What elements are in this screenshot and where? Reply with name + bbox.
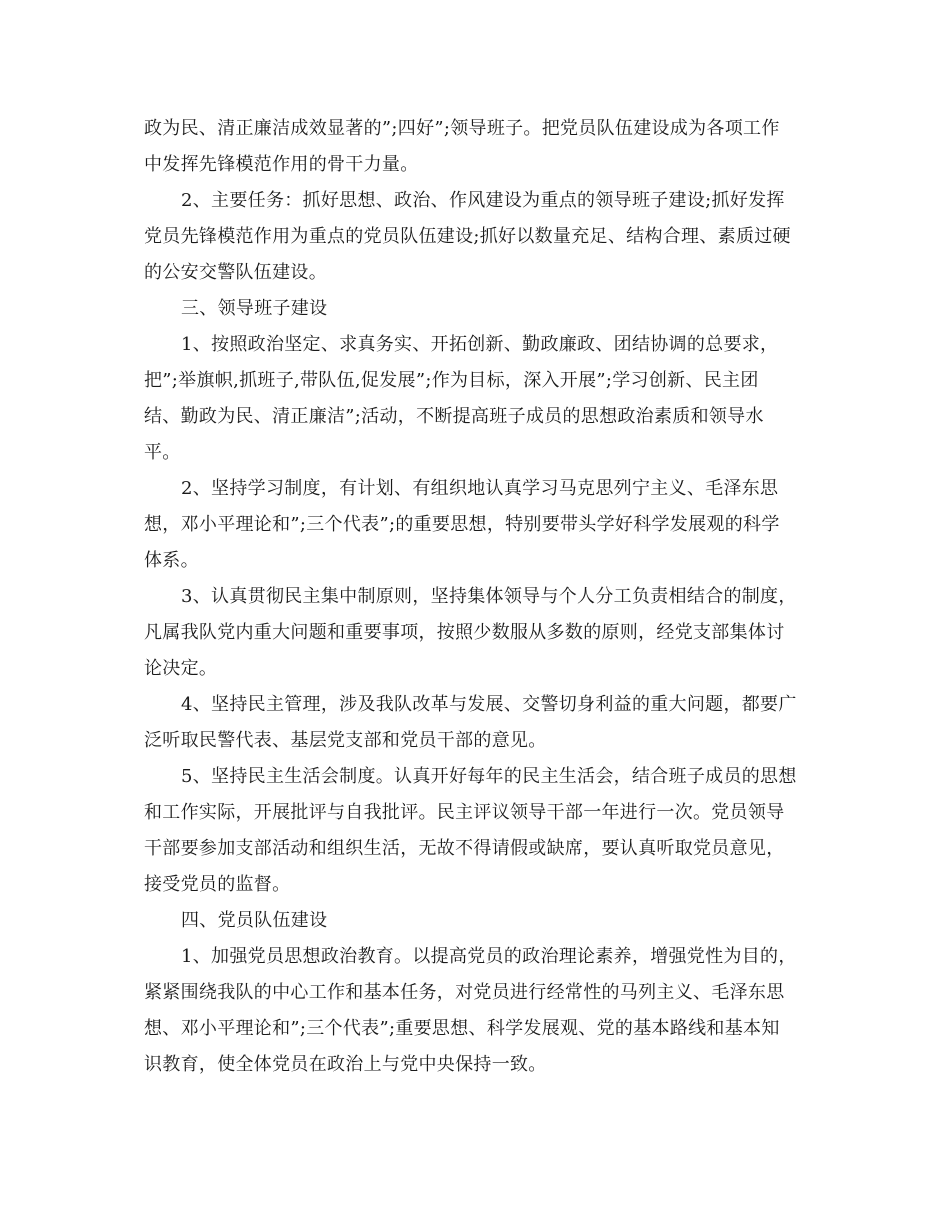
text-line: 5、坚持民主生活会制度。认真开好每年的民主生活会，结合班子成员的思想 — [181, 766, 797, 787]
text-line: 紧紧围绕我队的中心工作和基本任务，对党员进行经常性的马列主义、毛泽东思 — [144, 982, 785, 1003]
text-line: 平。 — [144, 442, 181, 463]
text-line: 接受党员的监督。 — [144, 874, 291, 895]
text-line: 2、坚持学习制度，有计划、有组织地认真学习马克思列宁主义、毛泽东思 — [181, 478, 779, 499]
text-line: 三、领导班子建设 — [181, 298, 328, 319]
text-line: 和工作实际，开展批评与自我批评。民主评议领导干部一年进行一次。党员领导 — [144, 802, 785, 823]
text-line: 1、按照政治坚定、求真务实、开拓创新、勤政廉政、团结协调的总要求， — [181, 334, 779, 355]
text-line: 论决定。 — [144, 658, 218, 679]
text-line: 的公安交警队伍建设。 — [144, 262, 327, 283]
text-line: 把”;举旗帜,抓班子,带队伍,促发展”;作为目标，深入开展”;学习创新、民主团 — [144, 370, 759, 391]
text-line: 想，邓小平理论和”;三个代表”;的重要思想，特别要带头学好科学发展观的科学 — [144, 514, 780, 535]
text-line: 政为民、清正廉洁成效显著的”;四好”;领导班子。把党员队伍建设成为各项工作 — [144, 118, 780, 139]
text-line: 干部要参加支部活动和组织生活，无故不得请假或缺席，要认真听取党员意见， — [144, 838, 785, 859]
text-line: 2、主要任务：抓好思想、政治、作风建设为重点的领导班子建设;抓好发挥 — [181, 190, 785, 211]
text-line: 结、勤政为民、清正廉洁”;活动，不断提高班子成员的思想政治素质和领导水 — [144, 406, 764, 427]
text-line: 1、加强党员思想政治教育。以提高党员的政治理论素养，增强党性为目的， — [181, 946, 797, 967]
text-line: 泛听取民警代表、基层党支部和党员干部的意见。 — [144, 730, 547, 751]
document-body — [144, 111, 809, 1083]
text-line: 3、认真贯彻民主集中制原则，坚持集体领导与个人分工负责相结合的制度， — [181, 586, 797, 607]
text-line: 中发挥先锋模范作用的骨干力量。 — [144, 154, 419, 175]
text-line: 党员先锋模范作用为重点的党员队伍建设;抓好以数量充足、结构合理、素质过硬 — [144, 226, 791, 247]
text-line: 四、党员队伍建设 — [181, 910, 328, 931]
text-line: 4、坚持民主管理，涉及我队改革与发展、交警切身利益的重大问题，都要广 — [181, 694, 797, 715]
text-line: 凡属我队党内重大问题和重要事项，按照少数服从多数的原则，经党支部集体讨 — [144, 622, 785, 643]
text-line: 识教育，使全体党员在政治上与党中央保持一致。 — [144, 1054, 547, 1075]
text-line: 想、邓小平理论和”;三个代表”;重要思想、科学发展观、党的基本路线和基本知 — [144, 1018, 780, 1039]
text-line: 体系。 — [144, 550, 199, 571]
